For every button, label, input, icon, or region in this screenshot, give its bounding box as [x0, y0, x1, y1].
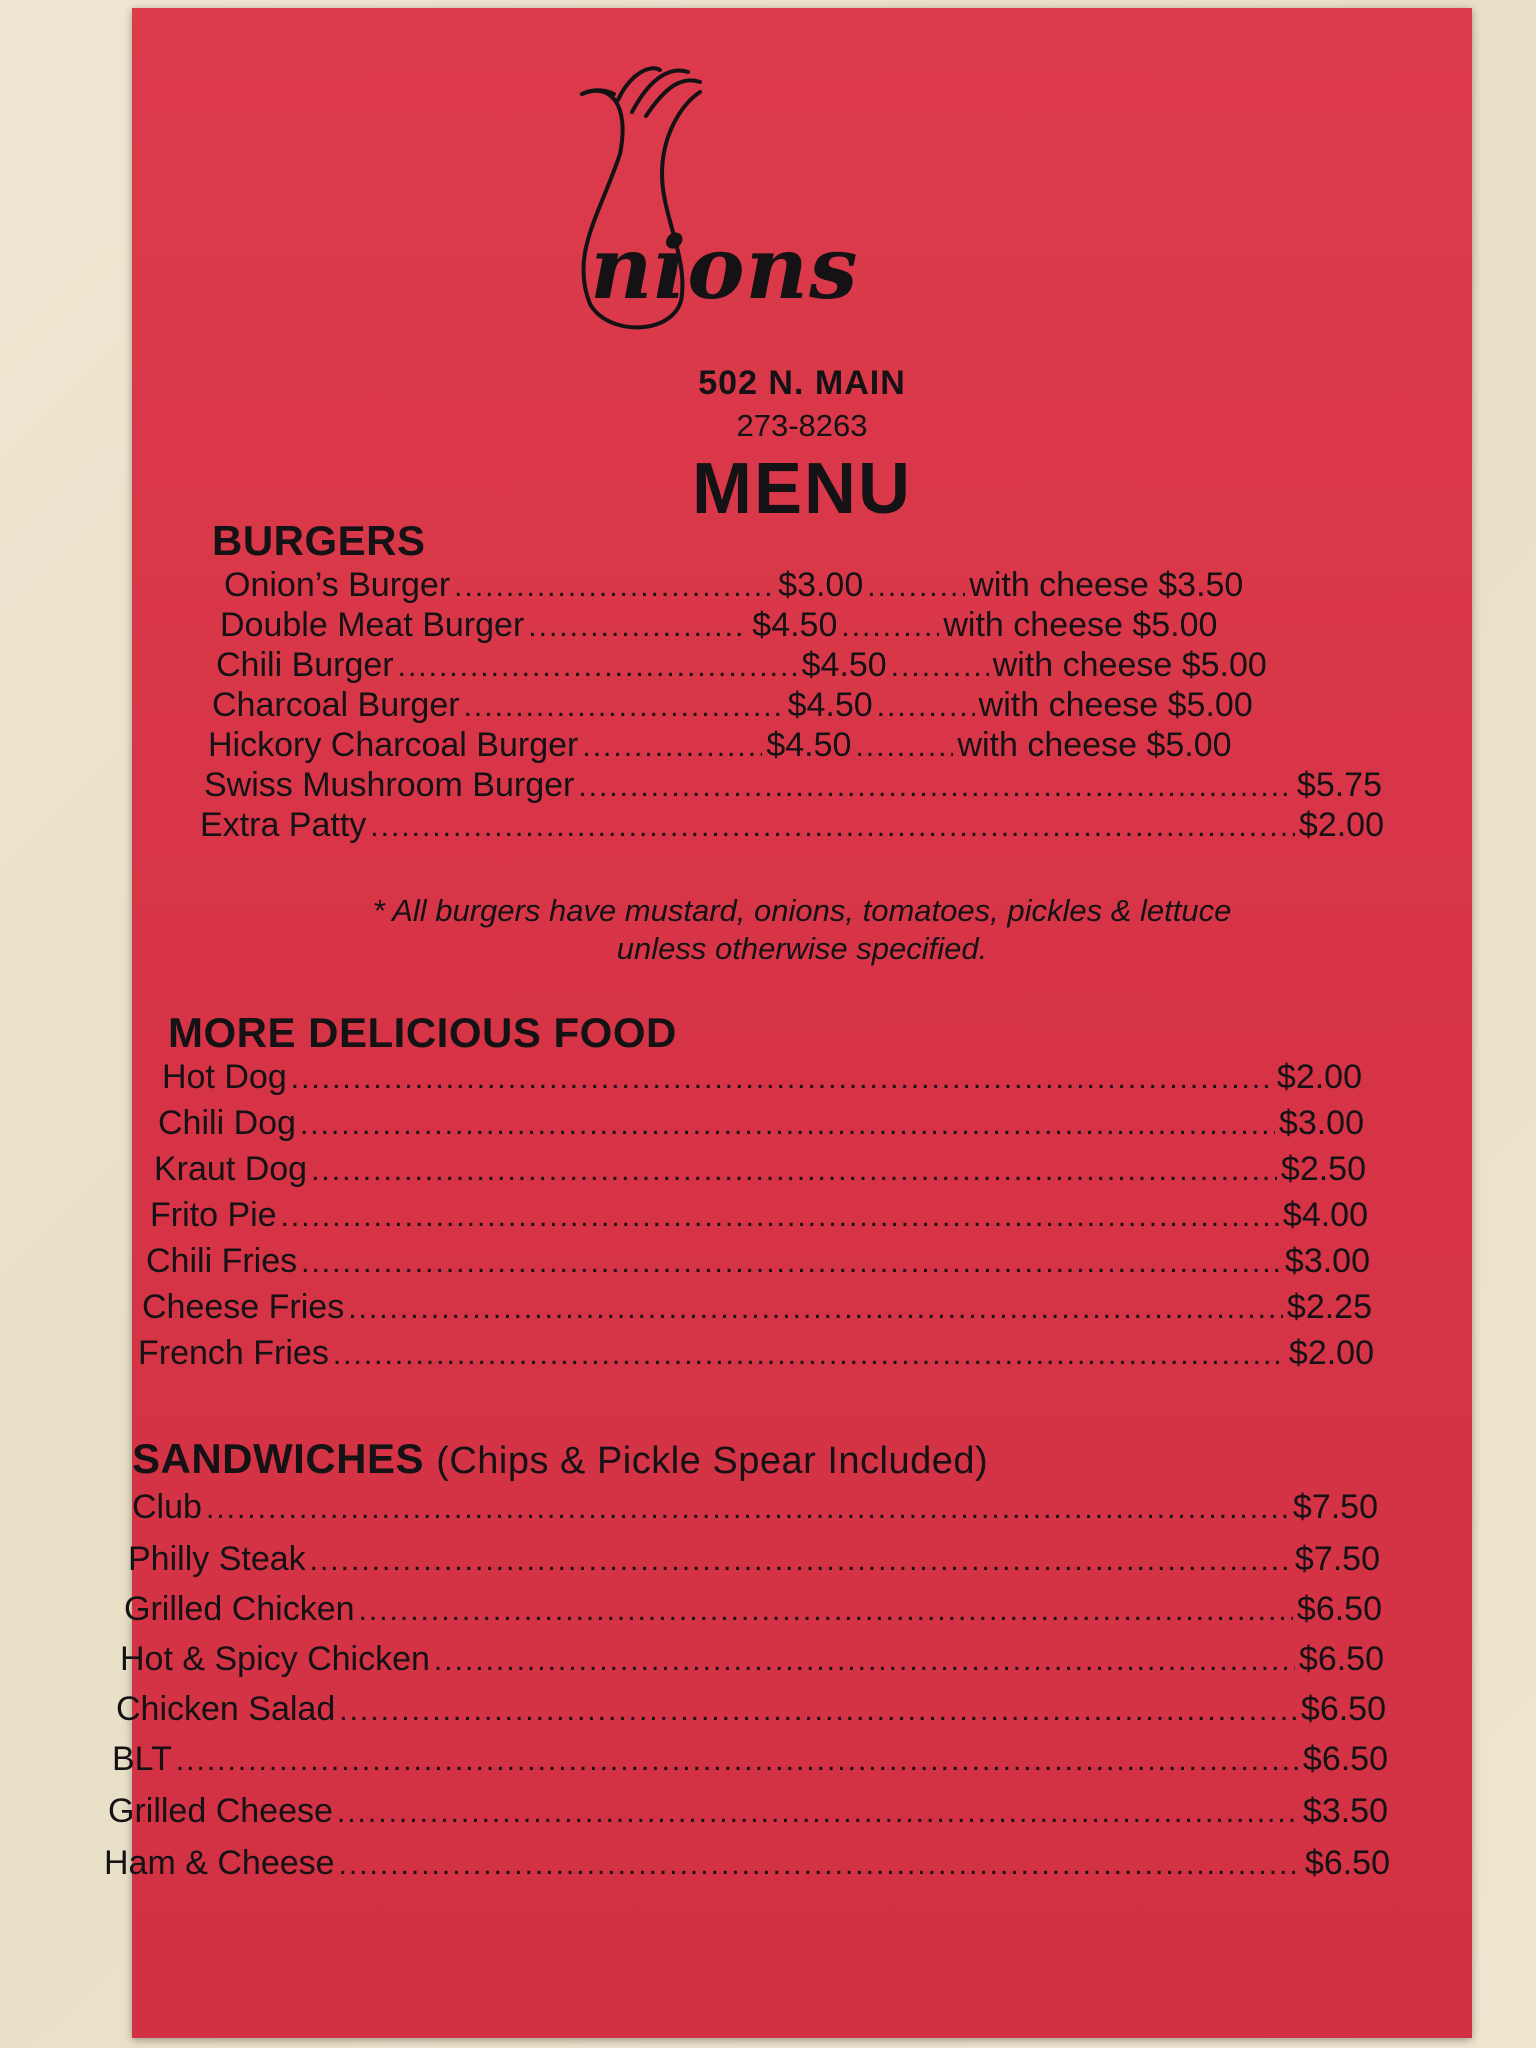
- leader-dots: [454, 572, 774, 602]
- item-name: Hot Dog: [162, 1058, 287, 1096]
- leader-dots: [311, 1156, 1277, 1186]
- list-item: [128, 1542, 1380, 1592]
- menu-card: [104, 8, 1472, 2038]
- more-food-heading: MORE DELICIOUS FOOD: [168, 1009, 677, 1056]
- item-price: $4.00: [1282, 1196, 1368, 1234]
- page-title: MENU: [692, 449, 912, 529]
- item-cheese-price: with cheese $5.00: [978, 686, 1253, 724]
- item-name: French Fries: [138, 1334, 329, 1372]
- item-price: $6.50: [1298, 1640, 1384, 1678]
- leader-dots: [333, 1340, 1285, 1370]
- item-name: Extra Patty: [200, 806, 367, 844]
- list-item: [146, 1244, 1370, 1290]
- list-item: [104, 1846, 1390, 1898]
- leader-dots: [877, 692, 975, 722]
- item-price: $3.00: [1284, 1242, 1370, 1280]
- leader-dots: [578, 772, 1293, 802]
- sandwiches-list: [68, 1490, 1488, 1898]
- item-price: $7.50: [1294, 1540, 1380, 1578]
- item-cheese-price: with cheese $5.00: [943, 606, 1218, 644]
- burgers-note-line1: * All burgers have mustard, onions, tomatoes, pickles & lettuce: [372, 893, 1232, 928]
- item-price: $3.00: [778, 566, 864, 604]
- leader-dots: [339, 1850, 1301, 1880]
- list-item: [108, 1794, 1388, 1846]
- list-item: [112, 1742, 1388, 1794]
- leader-dots: [359, 1596, 1293, 1626]
- list-item: [132, 1490, 1378, 1542]
- item-price: $2.00: [1288, 1334, 1374, 1372]
- item-name: Hickory Charcoal Burger: [208, 726, 579, 764]
- item-name: Grilled Chicken: [124, 1590, 355, 1628]
- item-name: Hot & Spicy Chicken: [120, 1640, 430, 1678]
- burgers-heading: BURGERS: [212, 517, 426, 564]
- list-item: [120, 1642, 1384, 1692]
- leader-dots: [370, 812, 1295, 842]
- list-item: [208, 728, 1384, 768]
- list-item: [224, 568, 1382, 608]
- list-item: [200, 808, 1384, 848]
- item-name: Chicken Salad: [116, 1690, 336, 1728]
- leader-dots: [841, 612, 939, 642]
- item-price: $2.25: [1286, 1288, 1372, 1326]
- item-name: Swiss Mushroom Burger: [204, 766, 575, 804]
- item-price: $6.50: [1304, 1844, 1390, 1882]
- item-name: Frito Pie: [150, 1196, 277, 1234]
- address: 502 N. MAIN: [698, 364, 906, 402]
- burgers-note: [132, 892, 1472, 968]
- item-name: Chili Dog: [158, 1104, 296, 1142]
- sandwiches-title: SANDWICHES: [132, 1435, 425, 1482]
- list-item: [204, 768, 1382, 808]
- list-item: [150, 1198, 1368, 1244]
- leader-dots: [300, 1110, 1275, 1140]
- leader-dots: [867, 572, 965, 602]
- leader-dots: [398, 652, 798, 682]
- list-item: [154, 1152, 1366, 1198]
- leader-dots: [206, 1494, 1289, 1524]
- item-name: Ham & Cheese: [104, 1844, 335, 1882]
- item-name: Club: [132, 1488, 202, 1526]
- item-name: Chili Fries: [146, 1242, 298, 1280]
- list-item: [124, 1592, 1382, 1642]
- sandwiches-subtitle: (Chips & Pickle Spear Included): [436, 1440, 989, 1482]
- list-item: [116, 1692, 1386, 1742]
- burgers-list: [200, 568, 1460, 848]
- item-cheese-price: with cheese $5.00: [992, 646, 1267, 684]
- item-name: Double Meat Burger: [220, 606, 525, 644]
- leader-dots: [528, 612, 748, 642]
- item-price: $4.50: [766, 726, 852, 764]
- sandwiches-heading: [132, 1435, 989, 1482]
- list-item: [216, 648, 1382, 688]
- leader-dots: [339, 1696, 1297, 1726]
- item-name: Kraut Dog: [154, 1150, 308, 1188]
- item-name: BLT: [112, 1740, 172, 1778]
- leader-dots: [291, 1064, 1273, 1094]
- item-name: Chili Burger: [216, 646, 394, 684]
- list-item: [158, 1106, 1364, 1152]
- logo-wordmark: nions: [590, 218, 859, 319]
- leader-dots: [176, 1746, 1299, 1776]
- leader-dots: [301, 1248, 1281, 1278]
- item-price: $4.50: [787, 686, 873, 724]
- leader-dots: [855, 732, 953, 762]
- item-price: $3.00: [1278, 1104, 1364, 1142]
- item-cheese-price: with cheese $3.50: [969, 566, 1244, 604]
- item-price: $6.50: [1296, 1590, 1382, 1628]
- leader-dots: [891, 652, 989, 682]
- leader-dots: [464, 692, 784, 722]
- item-price: $6.50: [1302, 1740, 1388, 1778]
- item-price: $6.50: [1300, 1690, 1386, 1728]
- leader-dots: [348, 1294, 1283, 1324]
- burgers-note-line2: unless otherwise specified.: [616, 930, 988, 966]
- item-name: Cheese Fries: [142, 1288, 345, 1326]
- list-item: [212, 688, 1382, 728]
- list-item: [162, 1060, 1362, 1106]
- list-item: [220, 608, 1382, 648]
- item-price: $4.50: [752, 606, 838, 644]
- item-price: $7.50: [1292, 1488, 1378, 1526]
- item-price: $3.50: [1302, 1792, 1388, 1830]
- list-item: [138, 1336, 1374, 1382]
- item-price: $2.50: [1280, 1150, 1366, 1188]
- item-price: $4.50: [801, 646, 887, 684]
- leader-dots: [310, 1546, 1291, 1576]
- leader-dots: [281, 1202, 1279, 1232]
- item-price: $5.75: [1296, 766, 1382, 804]
- item-name: Philly Steak: [128, 1540, 306, 1578]
- item-name: Grilled Cheese: [108, 1792, 333, 1830]
- list-item: [142, 1290, 1372, 1336]
- more-food-list: [132, 1060, 1472, 1382]
- leader-dots: [337, 1798, 1299, 1828]
- leader-dots: [434, 1646, 1295, 1676]
- item-price: $2.00: [1298, 806, 1384, 844]
- item-name: Charcoal Burger: [212, 686, 460, 724]
- item-name: Onion’s Burger: [224, 566, 451, 604]
- item-cheese-price: with cheese $5.00: [957, 726, 1232, 764]
- leader-dots: [582, 732, 762, 762]
- item-price: $2.00: [1276, 1058, 1362, 1096]
- phone-number: 273-8263: [736, 408, 868, 443]
